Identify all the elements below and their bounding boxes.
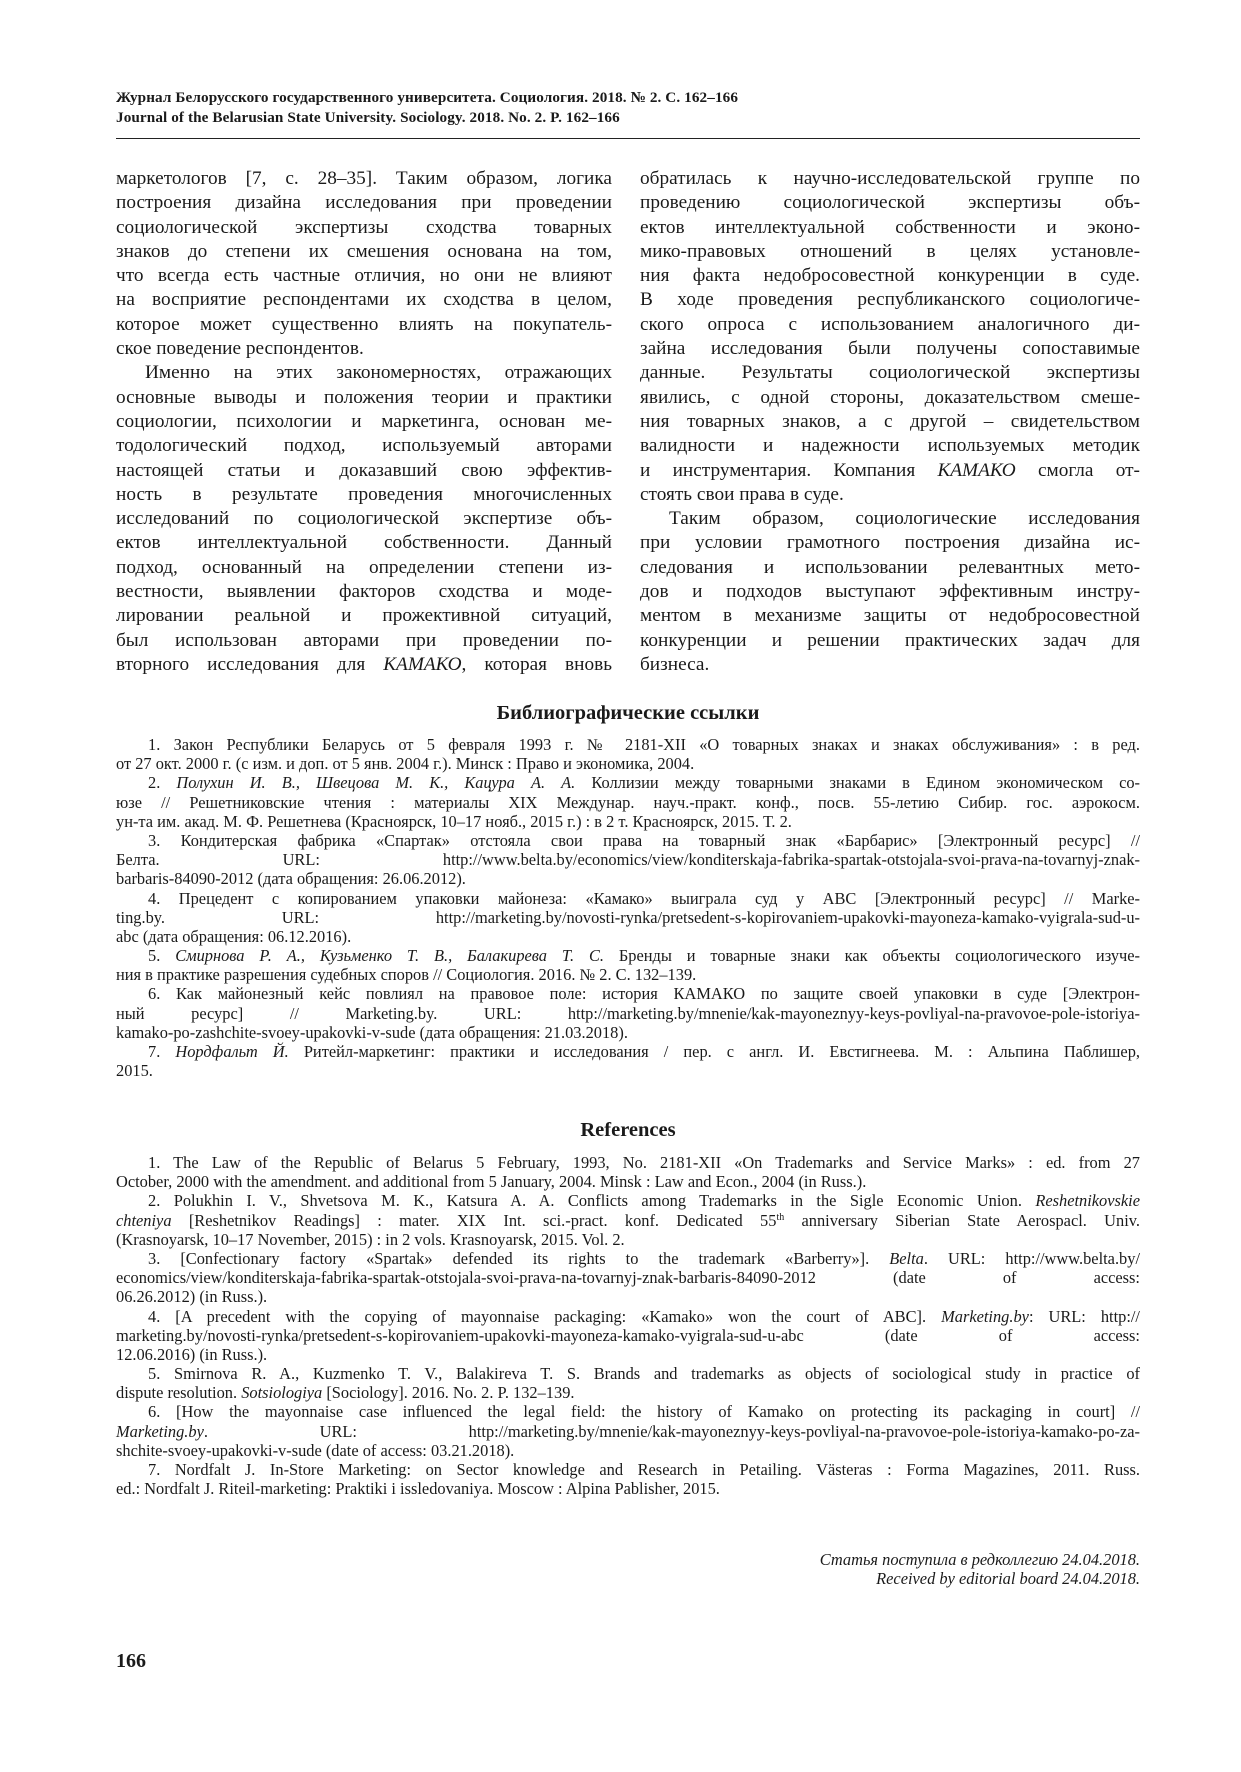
header-line-ru: Журнал Белорусского государственного университета. Социология. 2018. № 2. С. 162–166 xyxy=(116,89,739,106)
right-column-line: ектов интеллектуальной собственности и эконо- xyxy=(640,216,1140,238)
reference-entry-line: ed.: Nordfalt J. Riteil-marketing: Praktiki i issledovaniya. Moscow : Alpina Pablisher, 2015. xyxy=(116,1479,720,1499)
left-column-line: исследований по социологической экспертизе объ- xyxy=(116,508,612,530)
bibliography-list xyxy=(116,735,1140,1080)
right-column-line: стоять свои права в суде. xyxy=(640,483,844,505)
bibliography-entry-line: ный ресурс] // Marketing.by. URL: http://marketing.by/mnenie/kak-mayoneznyy-keys-povliyal-na-pravovoe-pole-istoriya- xyxy=(116,1003,1140,1023)
left-column-line: на восприятие респондентами их сходства в целом, xyxy=(116,289,612,311)
left-column-line: ектов интеллектуальной собственности. Данный xyxy=(116,532,612,554)
reference-entry-start: 7. Nordfalt J. In-Store Marketing: on Sector knowledge and Research in Petailing. Västeras : Forma Magazines, 2011. Russ. xyxy=(148,1460,1140,1479)
reference-entry-start: 2. Polukhin I. V., Shvetsova M. K., Katsura A. A. Conflicts among Trademarks in the Sigle Economic Union. Reshetnikovskie xyxy=(148,1191,1140,1211)
reference-entry-start: 1. The Law of the Republic of Belarus 5 February, 1993, No. 2181-XII «On Trademarks and Service Marks» : ed. from 27 xyxy=(148,1153,1140,1172)
reference-entry-line: 12.06.2016) (in Russ.). xyxy=(116,1344,268,1364)
reference-entry-line: October, 2000 with the amendment. and additional from 5 January, 2004. Minsk : Law and Econ., 2004 (in Russ.). xyxy=(116,1172,867,1192)
reference-entry-line: dispute resolution. Sotsiologiya [Sociology]. 2016. No. 2. P. 132–139. xyxy=(116,1383,575,1403)
bibliography-entry-start: 3. Кондитерская фабрика «Спартак» отстояла свои права на товарный знак «Барбарис» [Электронный ресурс] // xyxy=(148,830,1140,850)
bibliography-entry-start: 7. Нордфальт Й. Ритейл-маркетинг: практики и исследования / пер. с англ. И. Евстигнеева. М. : Альпина Паблишер, xyxy=(148,1042,1140,1061)
bibliography-entry-start: 4. Прецедент с копированием упаковки майонеза: «Камако» выиграла суд у ABC [Электронный ресурс] // Marke- xyxy=(148,888,1140,908)
left-column-line: построения дизайна исследования при проведении xyxy=(116,192,612,214)
left-column-line: вторного исследования для КАМАКО, которая вновь xyxy=(116,653,613,675)
journal-header xyxy=(116,88,1140,128)
left-text-column xyxy=(116,167,612,677)
left-column-line: был использован авторами при проведении по- xyxy=(116,629,612,651)
right-column-line: данные. Результаты социологической экспертизы xyxy=(640,362,1140,384)
left-column-line: знаков до степени их смешения основана на том, xyxy=(116,240,612,262)
right-text-column xyxy=(640,167,1140,677)
received-note xyxy=(640,1550,1140,1588)
bibliography-entry-line: abc (дата обращения: 06.12.2016). xyxy=(116,926,352,946)
bibliography-entry-start: 5. Смирнова Р. А., Кузьменко Т. В., Балакирева Т. С. Бренды и товарные знаки как объекты социологического изуче- xyxy=(148,946,1141,966)
references-title: References xyxy=(580,1119,676,1141)
right-column-line: бизнеса. xyxy=(640,653,710,675)
bibliography-entry-start: 2. Полухин И. В., Швецова М. К., Кацура А. А. Коллизии между товарными знаками в Едином экономическом со- xyxy=(148,773,1141,793)
bibliography-title: Библиографические ссылки xyxy=(496,702,760,724)
bibliography-entry-line: ун-та им. акад. М. Ф. Решетнева (Красноярск, 10–17 нояб., 2015 г.) : в 2 т. Красноярск, 2015. Т. 2. xyxy=(116,811,792,831)
right-column-line: явились, с одной стороны, доказательством смеше- xyxy=(640,386,1140,408)
bibliography-entry-line: barbaris-84090-2012 (дата обращения: 26.06.2012). xyxy=(116,869,466,889)
right-column-line: В ходе проведения республиканского социологиче- xyxy=(640,289,1140,311)
right-column-line: при условии грамотного построения дизайна ис- xyxy=(640,532,1140,554)
right-column-line: мико-правовых отношений в целях установле- xyxy=(640,240,1140,262)
right-column-line: ния товарных знаков, а с другой – свидетельством xyxy=(640,410,1140,432)
right-column-line: дов и подходов выступают эффективным инстру- xyxy=(640,581,1140,603)
bibliography-entry-line: юзе // Решетниковские чтения : материалы XIX Междунар. науч.-практ. конф., посв. 55-летию Сибир. гос. аэрокосм. xyxy=(116,792,1140,812)
right-column-line: зайна исследования были получены сопоставимые xyxy=(640,338,1140,360)
header-line-en: Journal of the Belarusian State University. Sociology. 2018. No. 2. P. 162–166 xyxy=(116,109,620,126)
left-column-line: ское поведение респондентов. xyxy=(116,338,364,360)
received-en: Received by editorial board 24.04.2018. xyxy=(876,1569,1140,1588)
reference-entry-start: 6. [How the mayonnaise case influenced the legal field: the history of Kamako on protecting its packaging in court] // xyxy=(148,1402,1140,1422)
left-column-line: ность в результате проведения многочисленных xyxy=(116,483,612,505)
left-column-line: основные выводы и положения теории и практики xyxy=(116,386,612,408)
left-column-line: Именно на этих закономерностях, отражающих xyxy=(145,362,612,384)
right-column-line: ния факта недобросовестной конкуренции в суде. xyxy=(640,265,1140,287)
bibliography-entry-line: от 27 окт. 2000 г. (с изм. и доп. от 5 янв. 2004 г.). Минск : Право и экономика, 2004. xyxy=(116,754,695,774)
reference-entry-start: 4. [A precedent with the copying of mayonnaise packaging: «Kamako» won the court of ABC]. Marketing.by: URL: http:// xyxy=(148,1306,1140,1326)
reference-entry-line: economics/view/konditerskaja-fabrika-spartak-otstojala-svoi-prava-na-tovarnyj-znak-barbaris-84090-2012 (date of access: xyxy=(116,1268,1140,1288)
right-column-line: проведению социологической экспертизы объ- xyxy=(640,192,1140,214)
bibliography-entry-start: 6. Как майонезный кейс повлиял на правовое поле: история КАМАКО по защите своей упаковки в суде [Электрон- xyxy=(148,984,1140,1004)
right-column-line: обратилась к научно-исследовательской группе по xyxy=(640,168,1140,189)
received-ru: Статья поступила в редколлегию 24.04.2018. xyxy=(819,1550,1140,1569)
right-column-line: валидности и надежности используемых методик xyxy=(640,435,1140,457)
left-column-line: социологической экспертизы сходства товарных xyxy=(116,216,612,238)
left-column-line: лировании реальной и прожективной ситуаций, xyxy=(116,605,612,627)
reference-entry-line: (Krasnoyarsk, 10–17 November, 2015) : in 2 vols. Krasnoyarsk, 2015. Vol. 2. xyxy=(116,1229,625,1249)
left-column-line: что всегда есть частные отличия, но они не влияют xyxy=(116,265,612,287)
right-column-line: Таким образом, социологические исследования xyxy=(669,508,1140,530)
reference-entry-start: 3. [Confectionary factory «Spartak» defended its rights to the trademark «Barberry»]. Belta. URL: http://www.belta.by/ xyxy=(148,1248,1140,1268)
right-column-line: и инструментария. Компания КАМАКО смогла от- xyxy=(640,459,1140,481)
references-list xyxy=(116,1153,1140,1498)
left-column-line: вестности, выявлении факторов сходства и моде- xyxy=(116,581,612,603)
header-divider xyxy=(116,138,1140,139)
reference-entry-start: 5. Smirnova R. A., Kuzmenko T. V., Balakireva T. S. Brands and trademarks as objects of sociological study in practice of xyxy=(148,1364,1140,1384)
left-column-line: социологии, психологии и маркетинга, основан ме- xyxy=(116,410,612,432)
page-number: 166 xyxy=(116,1650,146,1672)
bibliography-entry-line: kamako-po-zashchite-svoey-upakovki-v-sude (дата обращения: 21.03.2018). xyxy=(116,1022,628,1042)
left-column-line: подход, основанный на определении степени из- xyxy=(116,556,612,578)
bibliography-entry-line: 2015. xyxy=(116,1061,153,1081)
reference-entry-line: shchite-svoey-upakovki-v-sude (date of access: 03.21.2018). xyxy=(116,1440,515,1460)
reference-entry-line: 06.26.2012) (in Russ.). xyxy=(116,1287,268,1307)
reference-entry-line: marketing.by/novosti-rynka/pretsedent-s-kopirovaniem-upakovki-mayoneza-kamako-vyigrala-sud-u-abc (date of access: xyxy=(116,1325,1140,1345)
right-column-line: ментом в механизме защиты от недобросовестной xyxy=(640,605,1140,627)
bibliography-entry-line: ния в практике разрешения судебных споров // Социология. 2016. № 2. С. 132–139. xyxy=(116,965,697,985)
right-column-line: конкуренции и решении практических задач для xyxy=(640,629,1140,651)
bibliography-entry-line: ting.by. URL: http://marketing.by/novosti-rynka/pretsedent-s-kopirovaniem-upakovki-mayoneza-kamako-vyigrala-sud-u- xyxy=(116,907,1140,927)
left-column-line: которое может существенно влиять на покупатель- xyxy=(116,313,612,335)
left-column-line: маркетологов [7, с. 28–35]. Таким образом, логика xyxy=(116,168,612,189)
bibliography-entry-line: Белта. URL: http://www.belta.by/economics/view/konditerskaja-fabrika-spartak-otstojala-svoi-prava-na-tovarnyj-znak- xyxy=(116,850,1140,870)
reference-entry-line: chteniya [Reshetnikov Readings] : mater. XIX Int. sci.-pract. konf. Dedicated 55th anniversary Siberian State Aerospacl. Univ. xyxy=(116,1210,1140,1230)
right-column-line: следования и использовании релевантных мето- xyxy=(640,556,1140,578)
reference-entry-line: Marketing.by. URL: http://marketing.by/mnenie/kak-mayoneznyy-keys-povliyal-na-pravovoe-pole-istoriya-kamako-po-za- xyxy=(116,1421,1140,1441)
right-column-line: ского опроса с использованием аналогичного ди- xyxy=(640,313,1140,335)
left-column-line: настоящей статьи и доказавший свою эффектив- xyxy=(116,459,612,481)
left-column-line: тодологический подход, используемый авторами xyxy=(116,435,612,457)
bibliography-entry-start: 1. Закон Республики Беларусь от 5 февраля 1993 г. № 2181-XII «О товарных знаках и знаках обслуживания» : в ред. xyxy=(148,735,1140,754)
